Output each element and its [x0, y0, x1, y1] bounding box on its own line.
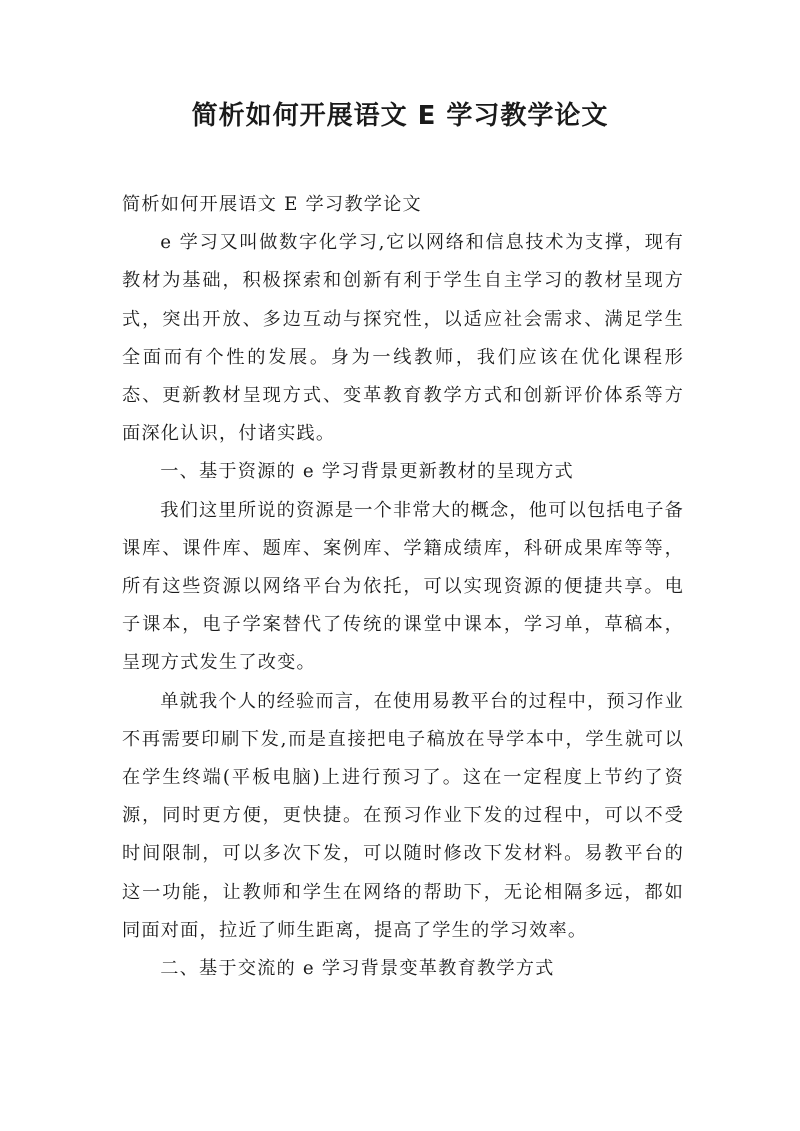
body-subtitle: 简析如何开展语文 E 学习教学论文 — [122, 194, 422, 215]
document-title: 简析如何开展语文 E 学习教学论文 — [191, 101, 609, 131]
paragraph-experience: 单就我个人的经验而言，在使用易教平台的过程中，预习作业不再需要印刷下发,而是直接把电子稿放在导学本中，学生就可以在学生终端(平板电脑)上进行预习了。这在一定程度上节约了资源，同时更方便，更快捷。在预习作业下发的过程中，可以不受时间限制，可以多次下发，可以随时修改下发材料。易教平台的这一功能，让教师和学生在网络的帮助下，无论相隔多远，都如同面对面，拉近了师生距离，提高了学生的学习效率。 — [122, 690, 684, 941]
paragraph-resources: 我们这里所说的资源是一个非常大的概念，他可以包括电子备课库、课件库、题库、案例库、学籍成绩库，科研成果库等等，所有这些资源以网络平台为依托，可以实现资源的便捷共享。电子课本，电子学案替代了传统的课堂中课本，学习单，草稿本，呈现方式发生了改变。 — [122, 499, 684, 674]
document-body — [122, 186, 684, 988]
section-heading-2: 二、基于交流的 e 学习背景变革教育教学方式 — [160, 958, 555, 980]
paragraph-intro: e 学习又叫做数字化学习,它以网络和信息技术为支撑，现有教材为基础，积极探索和创新有利于学生自主学习的教材呈现方式，突出开放、多边互动与探究性，以适应社会需求、满足学生全面而有个性的发展。身为一线教师，我们应该在优化课程形态、更新教材呈现方式、变革教育教学方式和创新评价体系等方面深化认识，付诸实践。 — [122, 232, 684, 445]
section-heading-1: 一、基于资源的 e 学习背景更新教材的呈现方式 — [160, 461, 574, 483]
